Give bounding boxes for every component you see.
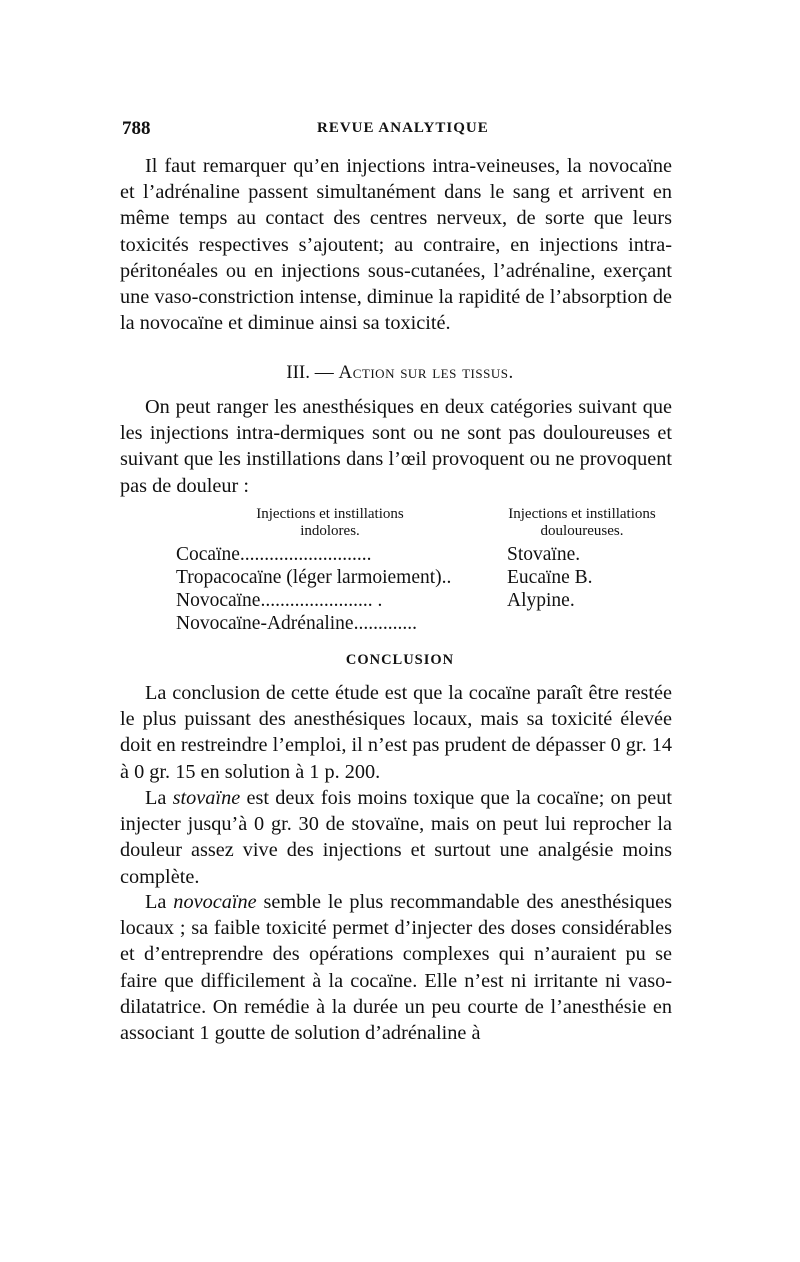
- paragraph-categories: On peut ranger les anesthésiques en deux catégories suivant que les injections intra-dermiques sont ou ne sont pas douloureuses et suivant que les instillations dans l’œil provoquent ou ne provoquent pas de douleur :: [120, 396, 672, 497]
- text-start: La: [145, 787, 173, 809]
- paragraph-stovaine: [120, 785, 672, 890]
- painful-anesthetics-list: [507, 543, 593, 612]
- text-rest: est deux fois moins toxique que la cocaïne; on peut injecter jusqu’à 0 gr. 30 de stovaïne, mais on peut lui reprocher la douleur assez vive des injections et surtout une analgésie moins complète.: [120, 787, 672, 888]
- column-header-painful: [484, 506, 680, 540]
- list-item: Novocaïne-Adrénaline.............: [176, 613, 417, 634]
- column-header-painful-line1: Injections et instillations: [508, 506, 656, 522]
- section-title: Action sur les tissus.: [338, 362, 514, 383]
- list-item: Stovaïne.: [507, 544, 581, 565]
- drug-name: stovaïne: [172, 787, 241, 809]
- column-header-painless: [225, 506, 435, 540]
- page-number: 788: [122, 118, 151, 139]
- running-title: REVUE ANALYTIQUE: [317, 120, 489, 136]
- paragraph-conclusion-cocaine: La conclusion de cette étude est que la cocaïne paraît être restée le plus puissant des anesthésiques locaux, mais sa toxicité élevée doit en restreindre l’emploi, il n’est pas prudent de dépasser 0 gr. 14 à 0 gr. 15 en solution à 1 p. 200.: [120, 682, 672, 783]
- paragraph-novocaine: [120, 889, 672, 1046]
- list-item: Cocaïne...........................: [176, 544, 372, 565]
- drug-name: novocaïne: [173, 891, 257, 913]
- section-number: III. —: [286, 362, 334, 383]
- painless-anesthetics-list: [176, 543, 451, 635]
- section-heading: [0, 362, 800, 384]
- conclusion-heading: CONCLUSION: [345, 652, 455, 668]
- list-item: Novocaïne....................... .: [176, 590, 383, 611]
- list-item: Tropacocaïne (léger larmoiement)..: [176, 567, 452, 588]
- column-header-painful-line2: douloureuses.: [540, 523, 624, 539]
- page-header: [122, 118, 682, 142]
- column-header-painless-line1: Injections et instillations: [256, 506, 404, 522]
- list-item: Alypine.: [507, 590, 575, 611]
- column-header-painless-line2: indolores.: [300, 523, 360, 539]
- text-rest: semble le plus recommandable des anesthésiques locaux ; sa faible toxicité permet d’injecter des doses considérables et d’entreprendre des opérations complexes qui n’auraient pu se faire que difficilement à la cocaïne. Elle n’est ni irritante ni vaso-dilatatrice. On remédie à la durée un peu courte de l’anesthésie en associant 1 goutte de solution d’adrénaline à: [120, 891, 672, 1045]
- text-start: La: [145, 891, 174, 913]
- list-item: Eucaïne B.: [507, 567, 593, 588]
- paragraph-toxicity: Il faut remarquer qu’en injections intra-veineuses, la novocaïne et l’adrénaline passent simultanément dans le sang et arrivent en même temps au contact des centres nerveux, de sorte que leurs toxicités respectives s’ajoutent; au contraire, en injections intra-péritonéales ou en injections sous-cutanées, l’adrénaline, exerçant une vaso-constriction intense, diminue la rapidité de l’absorption de la novocaïne et diminue ainsi sa toxicité.: [120, 155, 672, 335]
